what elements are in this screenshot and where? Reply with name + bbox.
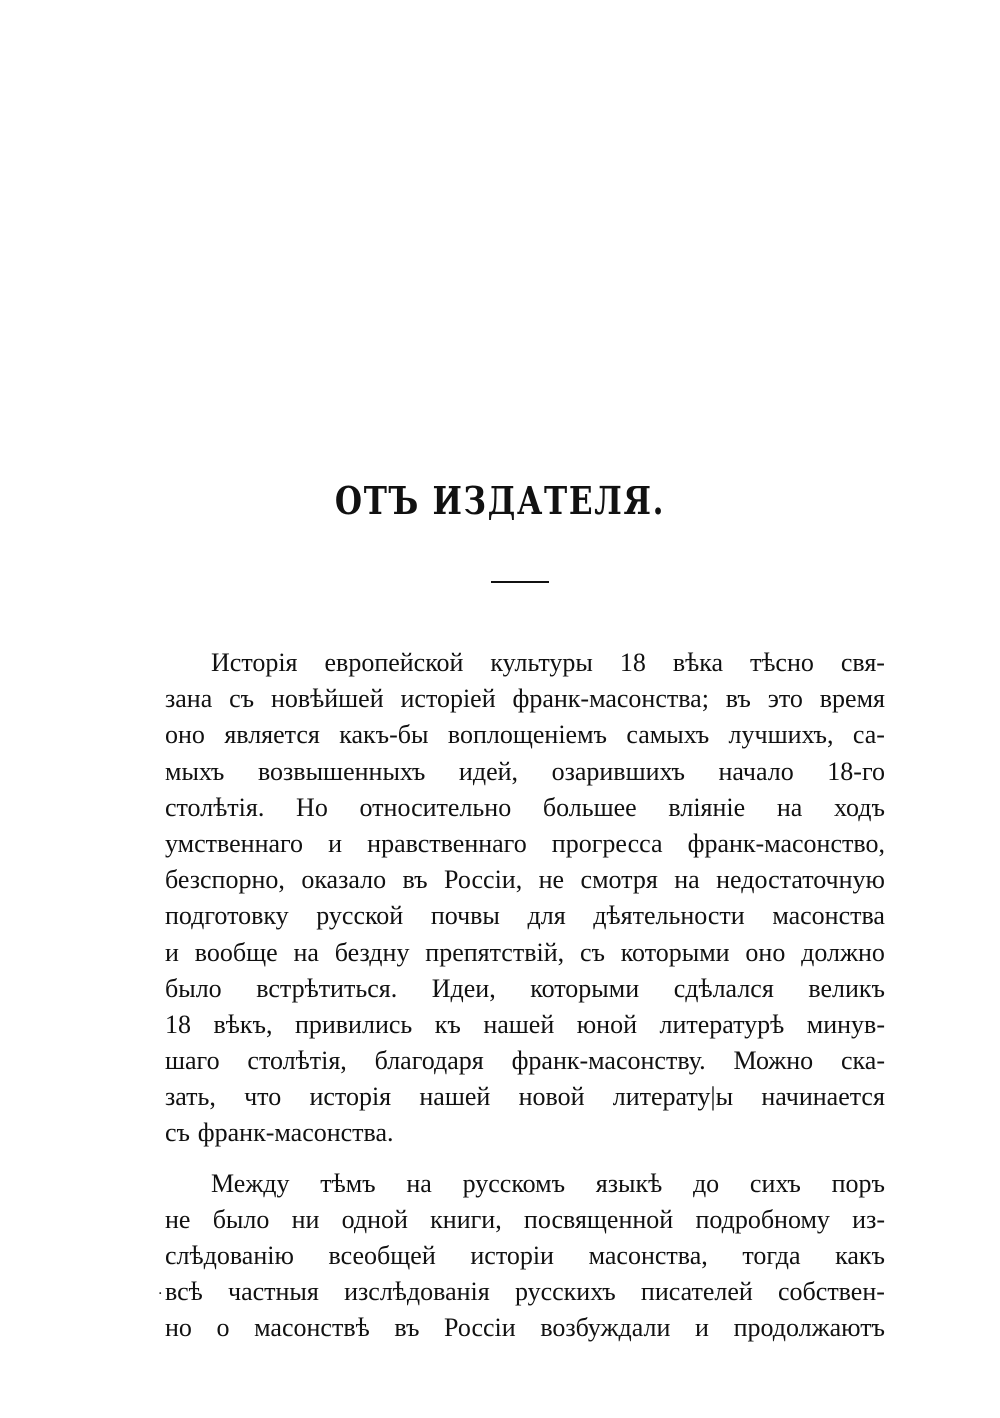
word: встрѣтиться. [256, 973, 398, 1003]
word: дѣятельности [593, 901, 745, 931]
word: что [244, 1082, 282, 1112]
word: на [776, 792, 803, 822]
word: из- [852, 1204, 885, 1234]
word: франк-масонству. [511, 1046, 706, 1076]
word: новой [518, 1082, 585, 1112]
word: прогресса [551, 828, 663, 858]
text-line [165, 935, 885, 971]
word: зать, [165, 1082, 216, 1112]
text-line [165, 898, 885, 934]
word: нравственнаго [367, 828, 527, 858]
word: идей, [458, 756, 519, 786]
word: которыми [620, 937, 730, 967]
text-line [165, 1310, 885, 1346]
word: вѣка [672, 648, 723, 677]
word: масонства [772, 901, 885, 931]
word: на [674, 865, 700, 895]
word: которыми [530, 973, 640, 1003]
word: къ [434, 1009, 461, 1039]
word: исторіей [400, 684, 496, 714]
word: безспорно, [165, 865, 285, 895]
word: Но [296, 792, 328, 822]
word: бездну [334, 937, 410, 967]
word: большее [542, 792, 637, 822]
word: ходъ [834, 792, 885, 822]
word: 18 [165, 1009, 191, 1039]
word: было [212, 1204, 270, 1234]
word: время [819, 684, 885, 714]
paragraph-1 [165, 645, 885, 1152]
text-line [165, 754, 885, 790]
word: и [165, 937, 179, 967]
text-line [165, 862, 885, 898]
word: масонствѣ [254, 1313, 370, 1343]
word: Россіи, [444, 865, 523, 895]
word: шаго [165, 1046, 220, 1076]
word: не [165, 1204, 191, 1234]
word: собствен- [778, 1277, 885, 1307]
word: свя- [840, 648, 885, 677]
word: какъ [835, 1241, 885, 1270]
word: тогда [742, 1241, 801, 1270]
word: воплощеніемъ [447, 720, 607, 750]
text-line [165, 826, 885, 862]
word: русской [316, 901, 404, 931]
word: съ [579, 937, 605, 967]
word: это [767, 684, 803, 714]
word: вообще [194, 937, 278, 967]
word: изслѣдованія [344, 1277, 490, 1307]
word: исторіи [470, 1241, 554, 1270]
word: о [216, 1313, 230, 1343]
word: продолжаютъ [733, 1313, 885, 1343]
word: было [165, 973, 222, 1003]
word: франк-масонства. [197, 1118, 394, 1148]
word: посвященной [523, 1204, 674, 1234]
word: какъ-бы [339, 720, 429, 750]
word: зана [165, 684, 213, 714]
word: и [695, 1313, 709, 1343]
word: столѣтія, [247, 1046, 347, 1076]
word: книги, [430, 1204, 502, 1234]
word: на [293, 937, 319, 967]
word: возбуждали [540, 1313, 671, 1343]
page-title: ОТЪ ИЗДАТЕЛЯ. [334, 478, 666, 523]
word: европейской [324, 648, 464, 677]
word: нашей [419, 1082, 491, 1112]
text-line [165, 1238, 885, 1274]
word: литерату|ы [612, 1082, 734, 1112]
text-line [165, 1043, 885, 1079]
word: привились [294, 1009, 413, 1039]
word: писателей [640, 1277, 753, 1307]
text-line [165, 1079, 885, 1115]
word: оказало [301, 865, 387, 895]
text-line [165, 645, 885, 681]
word: сдѣлался [673, 973, 774, 1003]
text-line [165, 1115, 885, 1151]
title-divider-rule [491, 581, 549, 583]
word: смотря [580, 865, 658, 895]
word: литературѣ [659, 1009, 785, 1039]
word: начало [718, 756, 794, 786]
word: русскомъ [462, 1168, 566, 1198]
word: Можно [733, 1046, 814, 1076]
body-text [165, 645, 885, 1347]
word: юной [576, 1009, 637, 1039]
word: всеобщей [328, 1241, 436, 1270]
word: Исторія [211, 648, 298, 677]
word: подробному [695, 1204, 830, 1234]
word: са- [852, 720, 885, 750]
word: 18-го [827, 756, 885, 786]
word: самыхъ [626, 720, 710, 750]
stray-print-mark: . [158, 1282, 163, 1298]
word: ска- [841, 1046, 885, 1076]
word: Идеи, [431, 973, 496, 1003]
text-line [165, 1202, 885, 1238]
word: для [527, 901, 566, 931]
word: минув- [806, 1009, 885, 1039]
word: оно [165, 720, 205, 750]
word: исторія [309, 1082, 392, 1112]
word: является [224, 720, 320, 750]
word: лучшихъ, [728, 720, 834, 750]
word: почвы [430, 901, 500, 931]
word: франк-масонство, [687, 828, 885, 858]
text-line [165, 790, 885, 826]
word: мыхъ [165, 756, 225, 786]
word: нашей [483, 1009, 555, 1039]
word: умственнаго [165, 828, 304, 858]
text-line [165, 1274, 885, 1310]
text-line [165, 717, 885, 753]
word: ни [291, 1204, 320, 1234]
word: въ [394, 1313, 420, 1343]
word: на [406, 1168, 432, 1198]
word: одной [341, 1204, 408, 1234]
word: частныя [228, 1277, 319, 1307]
word: оно [745, 937, 786, 967]
word: возвышенныхъ [257, 756, 426, 786]
paragraph-2 [165, 1166, 885, 1347]
text-line [165, 1007, 885, 1043]
word: недостаточную [716, 865, 885, 895]
word: съ [165, 1118, 190, 1148]
word: Между [211, 1168, 290, 1198]
word: всѣ [165, 1277, 203, 1307]
word: великъ [808, 973, 885, 1003]
word: 18 [619, 648, 646, 677]
word: вѣкъ, [213, 1009, 273, 1039]
word: сихъ [749, 1168, 801, 1198]
word: Россіи [444, 1313, 516, 1343]
word: до [692, 1168, 720, 1198]
word: русскихъ [514, 1277, 616, 1307]
word: вліяніе [668, 792, 746, 822]
word: тѣмъ [320, 1168, 376, 1198]
text-line [165, 971, 885, 1007]
word: въ [402, 865, 428, 895]
word: и [328, 828, 343, 858]
word: съ [229, 684, 255, 714]
text-line [165, 1166, 885, 1202]
word: начинается [761, 1082, 885, 1112]
word: языкѣ [595, 1168, 663, 1198]
word: благодаря [374, 1046, 484, 1076]
word: тѣсно [749, 648, 814, 677]
word: должно [801, 937, 885, 967]
word: новѣйшей [270, 684, 384, 714]
word: но [165, 1313, 192, 1343]
word: поръ [831, 1168, 885, 1198]
word: не [538, 865, 565, 895]
word: слѣдованію [165, 1241, 294, 1270]
word: культуры [490, 648, 593, 677]
word: подготовку [165, 901, 289, 931]
word: озарившихъ [551, 756, 685, 786]
word: въ [725, 684, 751, 714]
word: франк-масонства; [512, 684, 709, 714]
word: препятствій, [425, 937, 565, 967]
text-line [165, 681, 885, 717]
word: относительно [359, 792, 512, 822]
word: масонства, [588, 1241, 708, 1270]
word: столѣтія. [165, 792, 265, 822]
